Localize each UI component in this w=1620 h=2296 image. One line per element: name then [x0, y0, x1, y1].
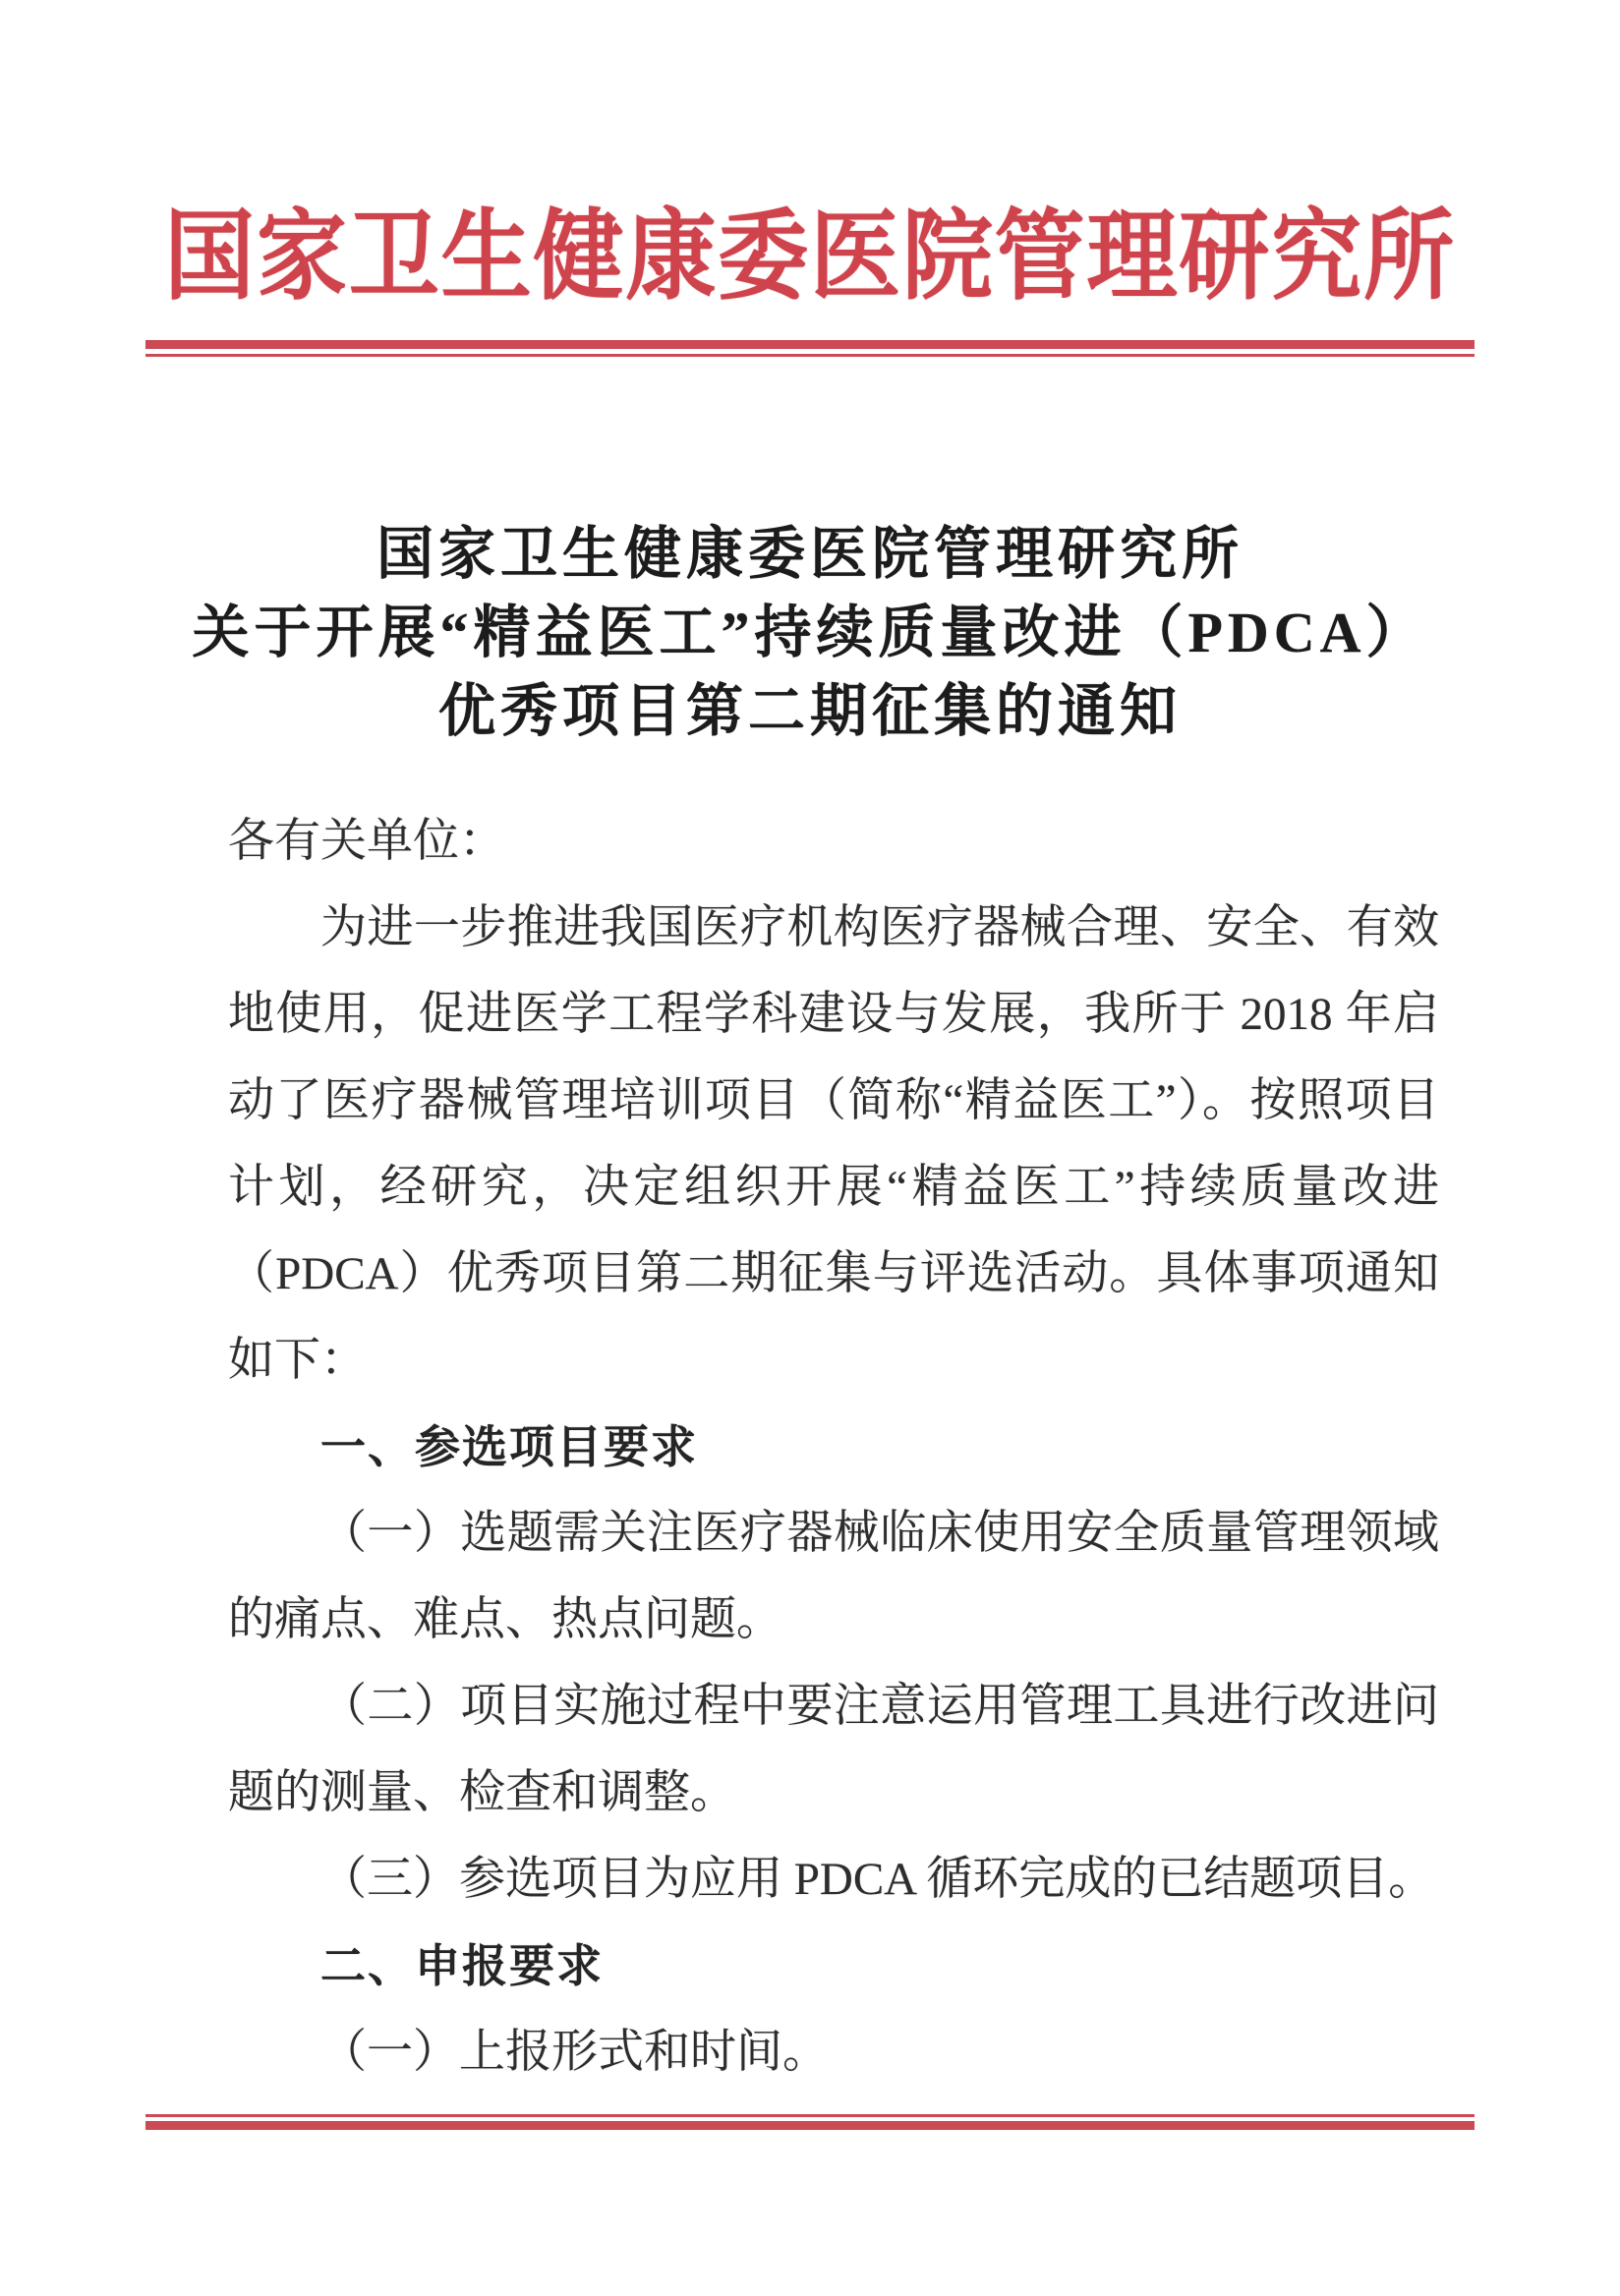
salutation: 各有关单位： [228, 816, 505, 867]
section-1-item-1: （一）选题需关注医疗器械临床使用安全质量管理领域的痛点、难点、热点问题。 [228, 1508, 1439, 1645]
footer-double-rule [145, 2114, 1475, 2130]
rule-thin-line [145, 354, 1475, 357]
rule-thick-line [145, 340, 1475, 349]
section-1-item-3: （三）参选项目为应用 PDCA 循环完成的已结题项目。 [320, 1854, 1435, 1905]
intro-paragraph: 为进一步推进我国医疗机构医疗器械合理、安全、有效地使用，促进医学工程学科建设与发展，我所于 2018 年启动了医疗器械管理培训项目（简称“精益医工”）。按照项目计划，经研究，决定组织开展“精益医工”持续质量改进（PDCA）优秀项目第二期征集与评选活动。具体事项通知如下： [228, 902, 1439, 1386]
section-2-heading: 二、申报要求 [320, 1940, 604, 1991]
letterhead-org-name: 国家卫生健康委医院管理研究所 [164, 202, 1456, 312]
document-title-line-3: 优秀项目第二期征集的通知 [437, 678, 1182, 743]
document-title [0, 515, 1620, 751]
letterhead-double-rule [145, 340, 1475, 357]
rule-thin-line [145, 2114, 1475, 2117]
section-1-heading: 一、参选项目要求 [320, 1421, 698, 1472]
document-title-line-2: 关于开展“精益医工”持续质量改进（PDCA） [192, 600, 1428, 664]
section-2-item-1: （一）上报形式和时间。 [320, 2027, 829, 2078]
document-title-line-1: 国家卫生健康委医院管理研究所 [376, 521, 1244, 586]
section-1-item-2: （二）项目实施过程中要注意运用管理工具进行改进问题的测量、检查和调整。 [228, 1681, 1439, 1818]
rule-thick-line [145, 2121, 1475, 2130]
document-body [228, 798, 1439, 2095]
